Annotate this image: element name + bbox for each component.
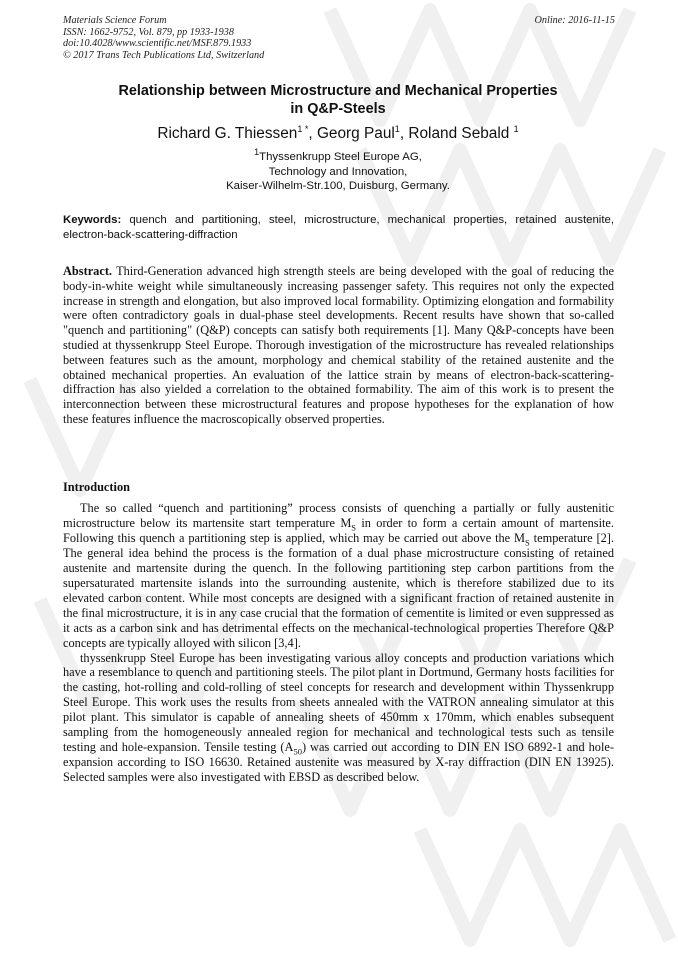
intro-p1-text-a: The so called “quench and partitioning” process consists of quenching a partially or fully austenitic microstructure below its martensite start temperature M	[63, 501, 614, 530]
author-3-affil: 1	[513, 123, 519, 134]
title-line-2: in Q&P-Steels	[290, 101, 386, 117]
affiliation	[63, 147, 613, 194]
journal-copyright: © 2017 Trans Tech Publications Ltd, Switzerland	[63, 49, 265, 61]
keywords-label: Keywords:	[63, 214, 122, 226]
keywords-block	[63, 213, 614, 242]
journal-name: Materials Science Forum	[63, 15, 167, 26]
subscript-s: S	[525, 537, 530, 548]
introduction-body	[63, 501, 614, 785]
intro-p1-text-c: temperature [2]. The general idea behind the process is the formation of a dual phase microstructure consisting of retained austenite and martensite during the quench. In the following partitioning step carbon partitions from the supersaturated martensite islands into the surrounding austenite, which is therefore stabilized due to its elevated carbon content. While most concepts are designed with a significant fraction of retained austenite in the final microstructure, it is in any case crucial that the formation of cementite is limited or even suppressed as it acts as a carbon sink and has detrimental effects on the mechanical-technological properties Therefore Q&P concepts are typically alloyed with silicon [3,4].	[63, 530, 615, 650]
journal-doi: doi:10.4028/www.scientific.net/MSF.879.1933	[63, 38, 252, 50]
intro-paragraph-1	[63, 501, 614, 651]
subscript-s: S	[351, 522, 357, 533]
affiliation-line-2: Technology and Innovation,	[268, 165, 408, 178]
journal-header	[63, 15, 264, 61]
affiliation-line-3: Kaiser-Wilhelm-Str.100, Duisburg, Germany.	[226, 180, 450, 192]
affiliation-marker: 1	[254, 147, 260, 158]
author-separator: ,	[399, 125, 409, 142]
intro-paragraph-2	[63, 651, 614, 786]
author-2-affil: 1	[394, 123, 400, 134]
author-2: Georg Paul	[316, 125, 395, 142]
author-separator: ,	[308, 125, 317, 142]
journal-issn: ISSN: 1662-9752, Vol. 879, pp 1933-1938	[63, 26, 234, 38]
author-1: Richard G. Thiessen	[157, 125, 298, 142]
abstract-label: Abstract.	[63, 264, 113, 278]
intro-p1-text-b: in order to form a certain amount of martensite. Following this quench a partitioning step is applied, which may be carried out above the M	[63, 515, 614, 545]
intro-p2-text-b: ) was carried out according to DIN EN ISO 6892-1 and hole-expansion according to ISO 16630. Retained austenite was measured by X-ray diffraction (DIN EN 13925). Selected samples were also investigated with EBSD as described below.	[63, 740, 614, 785]
online-date: Online: 2016-11-15	[534, 15, 615, 26]
abstract-block	[63, 264, 614, 427]
paper-title	[63, 82, 613, 118]
abstract-text: Third-Generation advanced high strength steels are being developed with the goal of reducing the body-in-white weight while simultaneously increasing passenger safety. This requires not only the expected increase in strength and elongation, but also improved local formability. Optimizing elongation and formability were often contradictory goals in dual-phase steel developments. Recent results have shown that so-called "quench and partitioning" (Q&P) concepts can satisfy both requirements [1]. Many Q&P-concepts have been studied at thyssenkrupp Steel Europe. Thorough investigation of the microstructure has revealed relationships between features such as the amount, morphology and chemical stability of the retained austenite and the obtained mechanical properties. An evaluation of the lattice strain by means of electron-back-scattering-diffraction has also yielded a correlation to the obtained formability. The aim of this work is to present the interconnection between these microstructural features and propose hypotheses for the explanation of how these features influence the macroscopically observed properties.	[63, 264, 614, 426]
subscript-50: 50	[293, 746, 302, 757]
title-line-1: Relationship between Microstructure and Mechanical Properties	[118, 83, 558, 99]
affiliation-line-1: Thyssenkrupp Steel Europe AG,	[259, 151, 422, 163]
author-list	[63, 124, 613, 144]
section-heading-introduction: Introduction	[63, 480, 130, 494]
intro-p2-text-a: thyssenkrupp Steel Europe has been investigating various alloy concepts and production variations which have a resemblance to quench and partitioning steels. The pilot plant in Dortmund, Germany hosts facilities for the casting, hot-rolling and cold-rolling of steel concepts for research and development within Thyssenkrupp Steel Europe. This work uses the results from sheets annealed with the VATRON annealing simulator at this pilot plant. This simulator is capable of annealing sheets of 450mm x 170mm, which enables subsequent sampling from the homogeneously annealed region for mechanical and technological tests such as tensile testing and hole-expansion. Tensile testing (A	[63, 650, 614, 755]
author-1-affil: 1 *	[297, 123, 309, 134]
author-3: Roland Sebald	[408, 125, 514, 142]
keywords-text: quench and partitioning, steel, microstructure, mechanical properties, retained austenite, electron-back-scattering-diffraction	[63, 214, 614, 241]
